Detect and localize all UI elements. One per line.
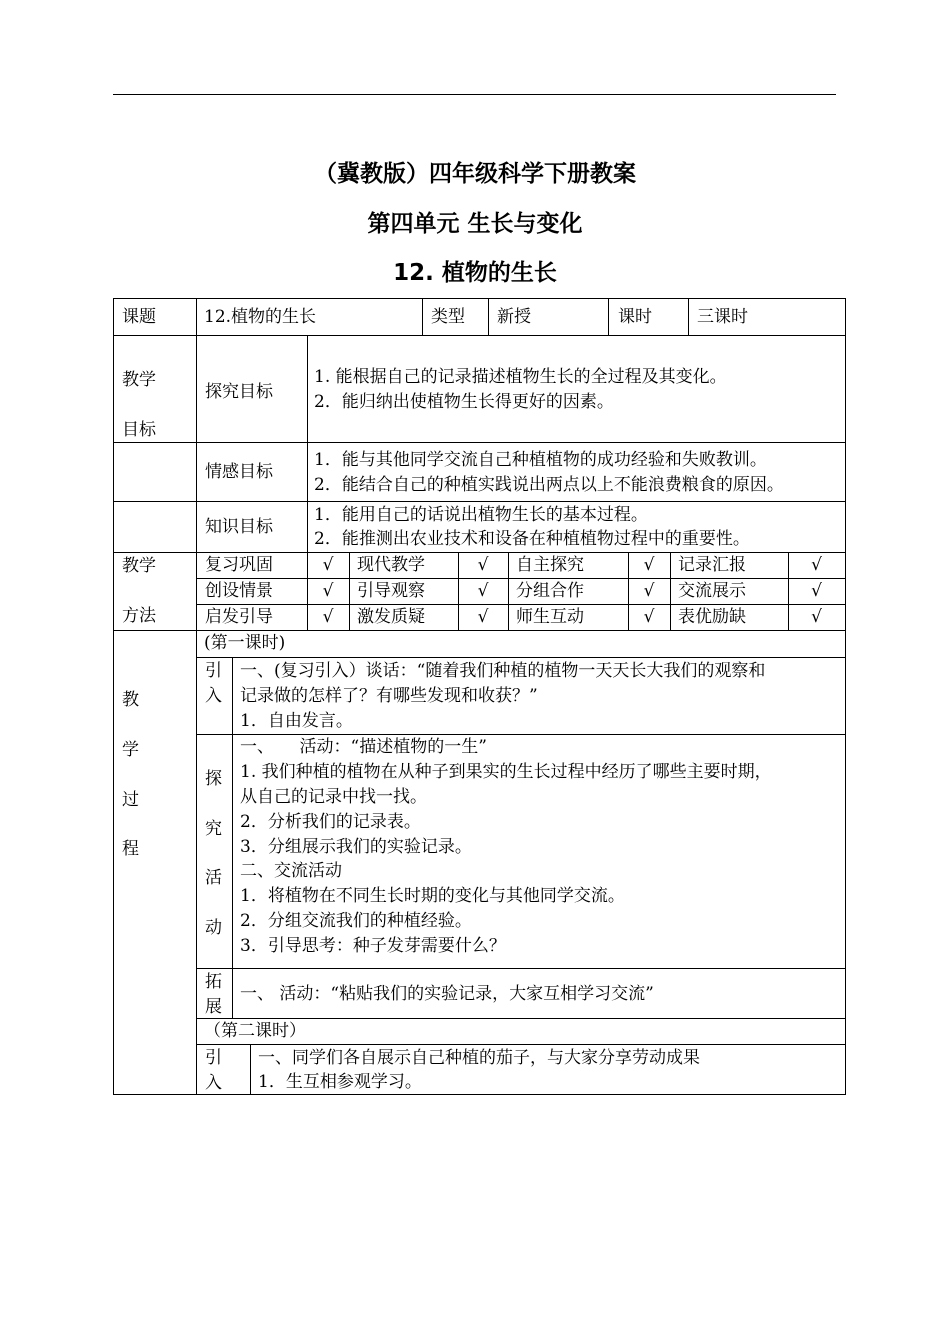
method-check: √ <box>322 555 334 575</box>
method-check: √ <box>643 555 655 575</box>
goals-label-line1: 教学 <box>122 370 156 390</box>
explore-label-char: 究 <box>205 819 222 839</box>
goals-label-line2: 目标 <box>122 420 156 440</box>
intro-line: 一、(复习引入）谈话：“随着我们种植的植物一天天长大我们的观察和 <box>240 661 766 681</box>
method-check: √ <box>322 581 334 601</box>
knowledge-goal-label: 知识目标 <box>205 517 273 537</box>
knowledge-goal-item: 1．能用自己的话说出植物生长的基本过程。 <box>314 505 648 525</box>
explore-label-char: 动 <box>205 918 222 938</box>
table-border-left <box>113 298 114 1095</box>
extend-text: 一、 活动：“粘贴我们的实验记录，大家互相学习交流” <box>240 984 654 1004</box>
column-divider <box>422 298 423 336</box>
methods-label-line1: 教学 <box>122 556 156 576</box>
explore-goal-item: 2．能归纳出使植物生长得更好的因素。 <box>314 392 614 412</box>
table-border-top <box>113 298 846 299</box>
intro-line: 1．自由发言。 <box>240 711 353 731</box>
explore-line: 二、交流活动 <box>240 861 342 881</box>
explore-line: 从自己的记录中找一找。 <box>240 787 427 807</box>
method-name: 自主探究 <box>516 555 584 575</box>
hours-label: 课时 <box>618 307 652 327</box>
row-divider <box>113 501 846 502</box>
method-check: √ <box>811 607 822 627</box>
column-divider <box>488 298 489 336</box>
intro2-line: 一、同学们各自展示自己种植的茄子，与大家分享劳动成果 <box>258 1048 700 1068</box>
process-label-char: 程 <box>122 839 139 859</box>
method-name: 现代教学 <box>357 555 425 575</box>
explore-label-char: 活 <box>205 868 222 888</box>
row-divider <box>196 657 846 658</box>
type-label: 类型 <box>431 307 465 327</box>
extend-label-char: 拓 <box>205 972 222 992</box>
method-check: √ <box>811 555 822 575</box>
method-name: 记录汇报 <box>678 555 746 575</box>
table-border-bottom <box>113 1094 846 1095</box>
unit-title: 第四单元 生长与变化 <box>367 211 583 237</box>
hours-value: 三课时 <box>697 307 748 327</box>
intro2-line: 1．生互相参观学习。 <box>258 1072 422 1092</box>
method-name: 表优励缺 <box>678 607 746 627</box>
document-title: （冀教版）四年级科学下册教案 <box>314 161 636 187</box>
method-check: √ <box>643 581 655 601</box>
column-divider <box>508 552 509 631</box>
column-divider <box>688 298 689 336</box>
method-check: √ <box>477 607 489 627</box>
process-label-char: 学 <box>122 740 139 760</box>
column-divider <box>196 298 197 1095</box>
intro-label-char: 入 <box>205 686 222 706</box>
method-name: 交流展示 <box>678 581 746 601</box>
column-divider <box>250 1044 251 1095</box>
method-name: 启发引导 <box>205 607 273 627</box>
method-name: 创设情景 <box>205 581 273 601</box>
explore-line: 1．将植物在不同生长时期的变化与其他同学交流。 <box>240 886 625 906</box>
table-border-right <box>845 298 846 1095</box>
process-label-char: 过 <box>122 790 139 810</box>
row-divider <box>196 1044 846 1045</box>
method-check: √ <box>322 607 334 627</box>
method-name: 分组合作 <box>516 581 584 601</box>
row-divider <box>113 442 846 443</box>
emotion-goal-label: 情感目标 <box>205 462 273 482</box>
knowledge-goal-item: 2．能推测出农业技术和设备在种植植物过程中的重要性。 <box>314 529 750 549</box>
lesson1-header: (第一课时) <box>204 633 286 653</box>
explore-goal-item: 1. 能根据自己的记录描述植物生长的全过程及其变化。 <box>314 367 727 387</box>
emotion-goal-item: 2．能结合自己的种植实践说出两点以上不能浪费粮食的原因。 <box>314 475 784 495</box>
method-name: 复习巩固 <box>205 555 273 575</box>
method-check: √ <box>811 581 822 601</box>
method-name: 引导观察 <box>357 581 425 601</box>
intro-label-char: 引 <box>205 661 222 681</box>
explore-label-char: 探 <box>205 769 222 789</box>
topic-label: 课题 <box>122 307 156 327</box>
explore-line: 3．分组展示我们的实验记录。 <box>240 837 472 857</box>
explore-line: 1. 我们种植的植物在从种子到果实的生长过程中经历了哪些主要时期， <box>240 762 772 782</box>
intro2-label-char: 入 <box>205 1073 222 1093</box>
explore-line: 2．分析我们的记录表。 <box>240 812 421 832</box>
column-divider <box>608 298 609 336</box>
method-check: √ <box>477 555 489 575</box>
explore-line: 3．引导思考：种子发芽需要什么？ <box>240 936 506 956</box>
process-label-char: 教 <box>122 690 139 710</box>
method-name: 师生互动 <box>516 607 584 627</box>
column-divider <box>232 657 233 1019</box>
column-divider <box>670 552 671 631</box>
methods-label-line2: 方法 <box>122 606 156 626</box>
lesson-title: 12. 植物的生长 <box>393 260 557 286</box>
explore-line: 一、 活动：“描述植物的一生” <box>240 737 487 757</box>
header-rule <box>113 94 836 95</box>
method-name: 激发质疑 <box>357 607 425 627</box>
topic-value: 12.植物的生长 <box>204 307 317 327</box>
row-divider <box>113 335 846 336</box>
lesson2-header: （第二课时） <box>204 1021 306 1041</box>
explore-line: 2．分组交流我们的种植经验。 <box>240 911 472 931</box>
emotion-goal-item: 1．能与其他同学交流自己种植植物的成功经验和失败教训。 <box>314 450 767 470</box>
column-divider <box>349 552 350 631</box>
intro-line: 记录做的怎样了？有哪些发现和收获？” <box>240 686 538 706</box>
extend-label-char: 展 <box>205 997 222 1017</box>
type-value: 新授 <box>497 307 531 327</box>
row-divider <box>196 968 846 969</box>
column-divider <box>307 335 308 553</box>
method-check: √ <box>643 607 655 627</box>
method-check: √ <box>477 581 489 601</box>
intro2-label-char: 引 <box>205 1048 222 1068</box>
explore-goal-label: 探究目标 <box>205 382 273 402</box>
